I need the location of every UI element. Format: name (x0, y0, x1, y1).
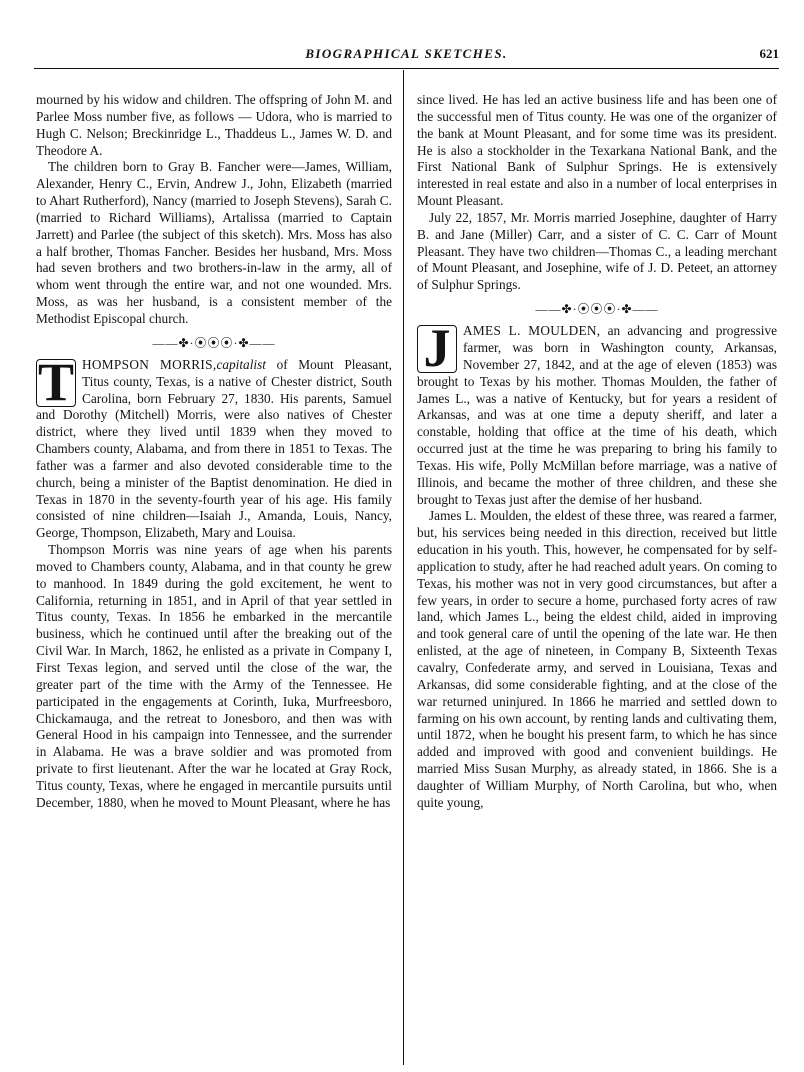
paragraph-moss-offspring: mourned by his widow and children. The offspring of John M. and Parlee Moss number five, as follows — Udora, who is married to Hugh C. Nelson; Breckinridge L., Thaddeus L., James W. D. and Theodore A. (36, 92, 392, 158)
section-ornament: ——✤·⦿⦿⦿·✤—— (152, 335, 276, 350)
paragraph-morris-marriage: July 22, 1857, Mr. Morris married Josephine, daughter of Harry B. and Jane (Miller) Carr, and a sister of C. C. Carr of Mount Pleasant. They have two children—Thomas C., a leading merchant of Mount Pleasant, and Josephine, wife of J. D. Peteet, an attorney of Sulphur Springs. (417, 209, 777, 293)
drop-cap-j: J (417, 325, 457, 373)
paragraph-moulden-life: James L. Moulden, the eldest of these three, was reared a farmer, but, his services being needed in this direction, received but little education in his youth. This, however, he compensated for by self-application to study, after he had reached adult years. On coming to Texas, his mother was not in very good circumstances, but after a few years, in order to secure a home, purchased forty acres of raw land, which James L., being the eldest child, aided in improving and took general care of until the opening of the late war. He then enlisted, at the age of nineteen, in Company B, Sixteenth Texas cavalry, Confederate army, and served in Louisiana, Texas and Arkansas, did some considerable fighting, and at the close of the war returned uninjured. In 1866 he married and settled down to farming on his own account, by renting lands and cultivating them, until 1872, when he bought his present farm, to which he has since added and improved with good and convenient buildings. He married Miss Susan Murphy, as already stated, in 1866. She is a daughter of William Murphy, of North Carolina, but who, when quite young, (417, 508, 777, 810)
section-ornament: ——✤·⦿⦿⦿·✤—— (535, 302, 659, 317)
paragraph-morris-business: since lived. He has led an active business life and has been one of the successful men of Titus county. He was one of the organizer of the bank at Mount Pleasant, and for some time was its president. He is also a stockholder in the Texarkana National Bank, and the First National Bank of Sulphur Springs. He is extensively interested in real estate and also in a number of local enterprises in Mount Pleasant. (417, 92, 777, 209)
paragraph-fancher-children: The children born to Gray B. Fancher were—James, William, Alexander, Henry C., Ervin, Andrew J., John, Elizabeth (married to Ahart Rutherford), Nancy (married to Joseph Stevens), Sarah C. (married to Richard Williams), Artalissa (married to Captain Jarrett) and Parlee (the subject of this sketch). Mrs. Moss has also a half brother, Thomas Fancher. Besides her husband, Mrs. Moss had seven brothers and two brothers-in-law in the army, all of whom went through the entire war, and not one wounded. Mrs. Moss, as was her husband, is a consistent member of the Methodist Episcopal church. (36, 159, 392, 326)
paragraph-morris-intro (36, 351, 392, 542)
paragraph-text: an advancing and progressive farmer, was born in Washington county, Arkansas, November 27, 1842, and at the age of eleven (1853) was brought to Texas by his mother. Thomas Moulden, the father of James L., was a native of Kentucky, but for years a resident of Arkansas, and was at one time a deputy sheriff, and later a constable, holding that office at the time of his death, which occurred just at the time he was preparing to bring his family to Texas. His wife, Polly McMillan before marriage, was a native of Illinois, and became the mother of three children, and these she brought to Texas just after the demise of her husband. (417, 323, 777, 507)
paragraph-moulden-intro (417, 318, 777, 508)
subject-title-morris: capitalist (216, 356, 266, 372)
header-rule (34, 68, 779, 69)
column-divider (403, 70, 404, 1065)
left-column (36, 92, 392, 812)
subject-name-moulden: AMES L. MOULDEN, (463, 323, 601, 339)
subject-name-morris: HOMPSON MORRIS, (82, 356, 217, 372)
drop-cap-t: T (37, 351, 75, 412)
paragraph-text: of Mount Pleasant, Titus county, Texas, is a native of Chester district, South Carolina, born February 27, 1830. His parents, Samuel and Dorothy (Mitchell) Morris, were also natives of Chester district, where they lived until 1839 when they moved to Chambers county, Alabama, and from there in 1851 to Texas. The father was a farmer and also devoted considerable time to the church, being a minister of the Baptist denomination. He died in Texas in 1870 in the seventy-fourth year of his age. His family consisted of nine children—Isaiah J., Amanda, Louis, Nancy, George, Thompson, Elizabeth, Mary and Louisa. (36, 356, 392, 541)
page-header (34, 44, 779, 66)
page-number: 621 (759, 46, 779, 61)
running-title: BIOGRAPHICAL SKETCHES. (305, 46, 508, 61)
right-column (417, 92, 777, 812)
paragraph-morris-career: Thompson Morris was nine years of age when his parents moved to Chambers county, Alabama, and in that county he grew to manhood. In 1849 during the gold excitement, he went to California, returning in 1851, and in April of that year settled in Titus county, Texas. In 1856 he embarked in the mercantile business, which he continued until after the breaking out of the Civil War. In March, 1862, he enlisted as a private in Company I, First Texas legion, and served until the close of the war, the greater part of the time with the Army of the Tennessee. He participated in the engagements at Corinth, Iuka, Murfreesboro, Chickamauga, and the retreat to Jonesboro, and then was with General Hood in his campaign into Tennessee, and the surrender in Alabama. He was a brave soldier and was promoted from private to first lieutenant. After the war he located at Gray Rock, Titus county, Texas, where he engaged in mercantile pursuits until December, 1880, when he moved to Mount Pleasant, where he has (36, 542, 392, 810)
